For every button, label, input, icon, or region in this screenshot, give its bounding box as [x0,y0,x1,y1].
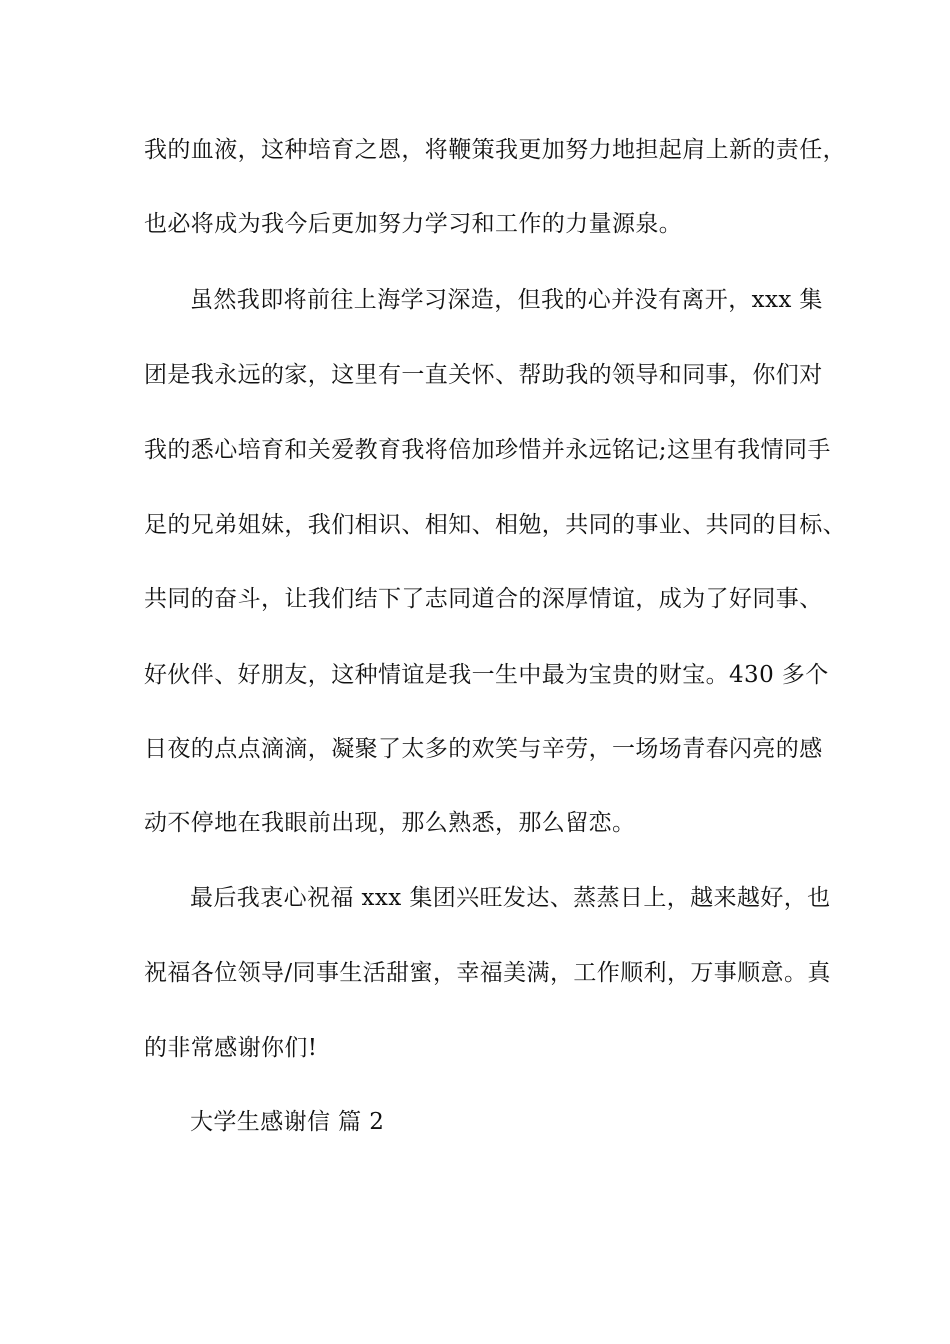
paragraph-line: 祝福各位领导/同事生活甜蜜，幸福美满，工作顺利，万事顺意。真 [144,960,831,986]
paragraph-line: 足的兄弟姐妹，我们相识、相知、相勉，共同的事业、共同的目标、 [144,512,846,538]
paragraph-line: 团是我永远的家，这里有一直关怀、帮助我的领导和同事，你们对 [144,362,823,388]
section-heading: 大学生感谢信 篇 2 [190,1109,385,1135]
paragraph-line: 虽然我即将前往上海学习深造，但我的心并没有离开，xxx 集 [190,287,823,313]
paragraph-line: 共同的奋斗，让我们结下了志同道合的深厚情谊，成为了好同事、 [144,586,823,612]
paragraph-line: 我的血液，这种培育之恩，将鞭策我更加努力地担起肩上新的责任， [144,137,846,163]
paragraph-line: 日夜的点点滴滴，凝聚了太多的欢笑与辛劳，一场场青春闪亮的感 [144,736,823,762]
paragraph-line: 的非常感谢你们! [144,1035,318,1061]
paragraph-line: 好伙伴、好朋友，这种情谊是我一生中最为宝贵的财宝。430 多个 [144,662,829,688]
paragraph-line: 最后我衷心祝福 xxx 集团兴旺发达、蒸蒸日上，越来越好，也 [190,885,831,911]
paragraph-line: 我的悉心培育和关爱教育我将倍加珍惜并永远铭记;这里有我情同手 [144,437,831,463]
paragraph-line: 动不停地在我眼前出现，那么熟悉，那么留恋。 [144,810,636,836]
paragraph-line: 也必将成为我今后更加努力学习和工作的力量源泉。 [144,211,683,237]
